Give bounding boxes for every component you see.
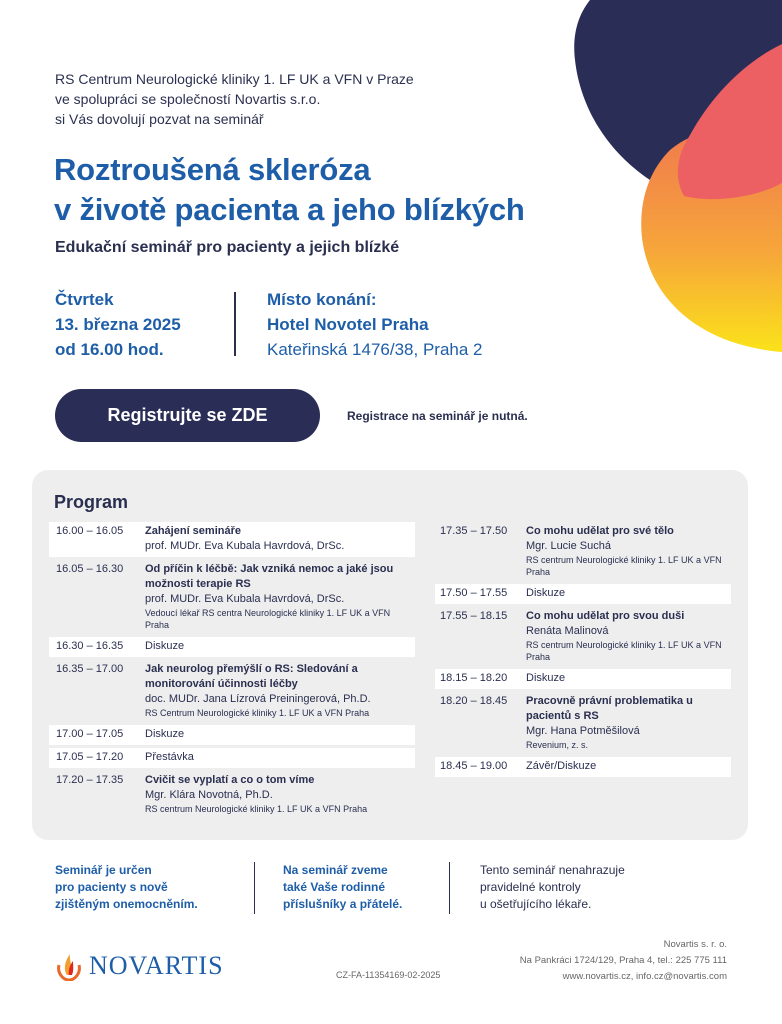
program-row: [49, 637, 415, 657]
program-row: [435, 669, 731, 689]
program-time: 16.30 – 16.35: [56, 640, 124, 652]
program-time: 16.05 – 16.30: [56, 563, 124, 575]
event-date-value: 13. března 2025: [55, 315, 181, 334]
venue-address: Kateřinská 1476/38, Praha 2: [267, 340, 483, 359]
program-panel: [32, 470, 748, 840]
program-speaker: doc. MUDr. Jana Lízrová Preiningerová, Ph.D.: [145, 693, 371, 705]
program-affiliation: Vedoucí lékař RS centra Neurologické kliniky 1. LF UK a VFN Praha: [145, 608, 391, 630]
program-time: 18.20 – 18.45: [440, 695, 508, 707]
divider: [234, 292, 236, 356]
note-line: Na seminář zveme: [283, 863, 388, 877]
register-note: Registrace na seminář je nutná.: [347, 409, 528, 423]
address-line: Na Pankráci 1724/129, Praha 4, tel.: 225 775 111: [519, 955, 727, 966]
program-content: [526, 586, 731, 601]
note-line: pravidelné kontroly: [480, 880, 581, 894]
program-affiliation: RS centrum Neurologické kliniky 1. LF UK a VFN Praha: [526, 640, 722, 662]
program-time: 16.00 – 16.05: [56, 525, 124, 537]
program-content: [145, 562, 415, 631]
program-content: [145, 773, 415, 815]
venue-name: Hotel Novotel Praha: [267, 315, 429, 334]
title-line: Roztroušená skleróza: [54, 152, 371, 187]
note-line: příslušníky a přátelé.: [283, 897, 403, 911]
program-time: 18.45 – 19.00: [440, 760, 508, 772]
program-heading: Program: [54, 492, 129, 512]
address-line: www.novartis.cz, info.cz@novartis.com: [562, 971, 727, 982]
program-row: [49, 522, 415, 557]
program-content: [145, 639, 415, 654]
program-content: [526, 609, 731, 663]
program-item-title: Od příčin k léčbě: Jak vzniká nemoc a jaké jsou možnosti terapie RS: [145, 563, 394, 590]
program-content: [145, 750, 415, 765]
program-item-label: Přestávka: [145, 751, 194, 763]
program-speaker: Mgr. Lucie Suchá: [526, 540, 611, 552]
program-row: [435, 757, 731, 777]
program-content: [526, 759, 731, 774]
event-venue: [267, 287, 482, 362]
note-audience: [55, 862, 198, 913]
register-button[interactable]: Registrujte se ZDE: [55, 389, 320, 442]
program-item-title: Co mohu udělat pro své tělo: [526, 525, 674, 537]
program-time: 16.35 – 17.00: [56, 663, 124, 675]
program-item-label: Diskuze: [526, 587, 566, 599]
program-row: [49, 725, 415, 745]
program-content: [145, 662, 415, 719]
program-speaker: Mgr. Klára Novotná, Ph.D.: [145, 789, 273, 801]
note-line: také Vaše rodinné: [283, 880, 386, 894]
program-row: [49, 771, 415, 818]
subtitle: Edukační seminář pro pacienty a jejich blízké: [55, 239, 400, 256]
event-date: [55, 287, 181, 362]
program-time: 17.55 – 18.15: [440, 610, 508, 622]
novartis-flame-icon: [55, 951, 83, 981]
novartis-logo: [55, 951, 224, 981]
intro-text: [55, 69, 414, 129]
program-item-label: Závěr/Diskuze: [526, 760, 597, 772]
program-row: [435, 522, 731, 581]
note-family: [283, 862, 402, 913]
page-title: [54, 150, 525, 230]
document-code: CZ-FA-11354169-02-2025: [336, 970, 441, 980]
program-item-label: Diskuze: [526, 672, 566, 684]
note-line: Tento seminář nenahrazuje: [480, 863, 625, 877]
program-time: 17.05 – 17.20: [56, 751, 124, 763]
program-item-title: Zahájení semináře: [145, 525, 241, 537]
program-column-left: [49, 522, 415, 821]
program-speaker: prof. MUDr. Eva Kubala Havrdová, DrSc.: [145, 593, 345, 605]
note-disclaimer: [480, 862, 625, 913]
divider: [254, 862, 255, 914]
program-affiliation: RS Centrum Neurologické kliniky 1. LF UK a VFN Praha: [145, 708, 370, 718]
program-item-title: Jak neurolog přemýšlí o RS: Sledování a monitorování účinnosti léčby: [145, 663, 358, 690]
program-row: [435, 692, 731, 754]
program-content: [526, 524, 731, 578]
program-item-title: Co mohu udělat pro svou duši: [526, 610, 685, 622]
program-item-title: Cvičit se vyplatí a co o tom víme: [145, 774, 315, 786]
company-address: [520, 937, 727, 985]
divider: [449, 862, 450, 914]
intro-line: RS Centrum Neurologické kliniky 1. LF UK a VFN v Praze: [55, 71, 414, 87]
program-column-right: [435, 522, 731, 780]
venue-label: Místo konání:: [267, 290, 377, 309]
program-time: 17.50 – 17.55: [440, 587, 508, 599]
program-row: [49, 560, 415, 634]
program-row: [49, 748, 415, 768]
address-line: Novartis s. r. o.: [663, 939, 727, 950]
program-content: [526, 694, 731, 751]
logo-wordmark: NOVARTIS: [89, 951, 224, 980]
program-affiliation: Revenium, z. s.: [526, 740, 589, 750]
program-content: [526, 671, 731, 686]
title-line: v životě pacienta a jeho blízkých: [54, 192, 525, 227]
program-affiliation: RS centrum Neurologické kliniky 1. LF UK a VFN Praha: [526, 555, 722, 577]
program-time: 17.35 – 17.50: [440, 525, 508, 537]
note-line: u ošetřujícího lékaře.: [480, 897, 592, 911]
intro-line: si Vás dovolují pozvat na seminář: [55, 111, 264, 127]
note-line: Seminář je určen: [55, 863, 152, 877]
program-speaker: Mgr. Hana Potměšilová: [526, 725, 640, 737]
program-item-label: Diskuze: [145, 728, 185, 740]
program-time: 18.15 – 18.20: [440, 672, 508, 684]
program-content: [145, 524, 415, 554]
intro-line: ve spolupráci se společností Novartis s.r.o.: [55, 91, 321, 107]
program-time: 17.20 – 17.35: [56, 774, 124, 786]
note-line: zjištěným onemocněním.: [55, 897, 198, 911]
program-speaker: Renáta Malinová: [526, 625, 609, 637]
program-content: [145, 727, 415, 742]
event-time: od 16.00 hod.: [55, 340, 164, 359]
program-time: 17.00 – 17.05: [56, 728, 124, 740]
event-day: Čtvrtek: [55, 290, 114, 309]
note-line: pro pacienty s nově: [55, 880, 168, 894]
program-row: [435, 607, 731, 666]
program-row: [435, 584, 731, 604]
program-row: [49, 660, 415, 722]
program-affiliation: RS centrum Neurologické kliniky 1. LF UK a VFN Praha: [145, 804, 368, 814]
program-item-title: Pracovně právní problematika u pacientů s RS: [526, 695, 693, 722]
program-item-label: Diskuze: [145, 640, 185, 652]
program-speaker: prof. MUDr. Eva Kubala Havrdová, DrSc.: [145, 540, 345, 552]
